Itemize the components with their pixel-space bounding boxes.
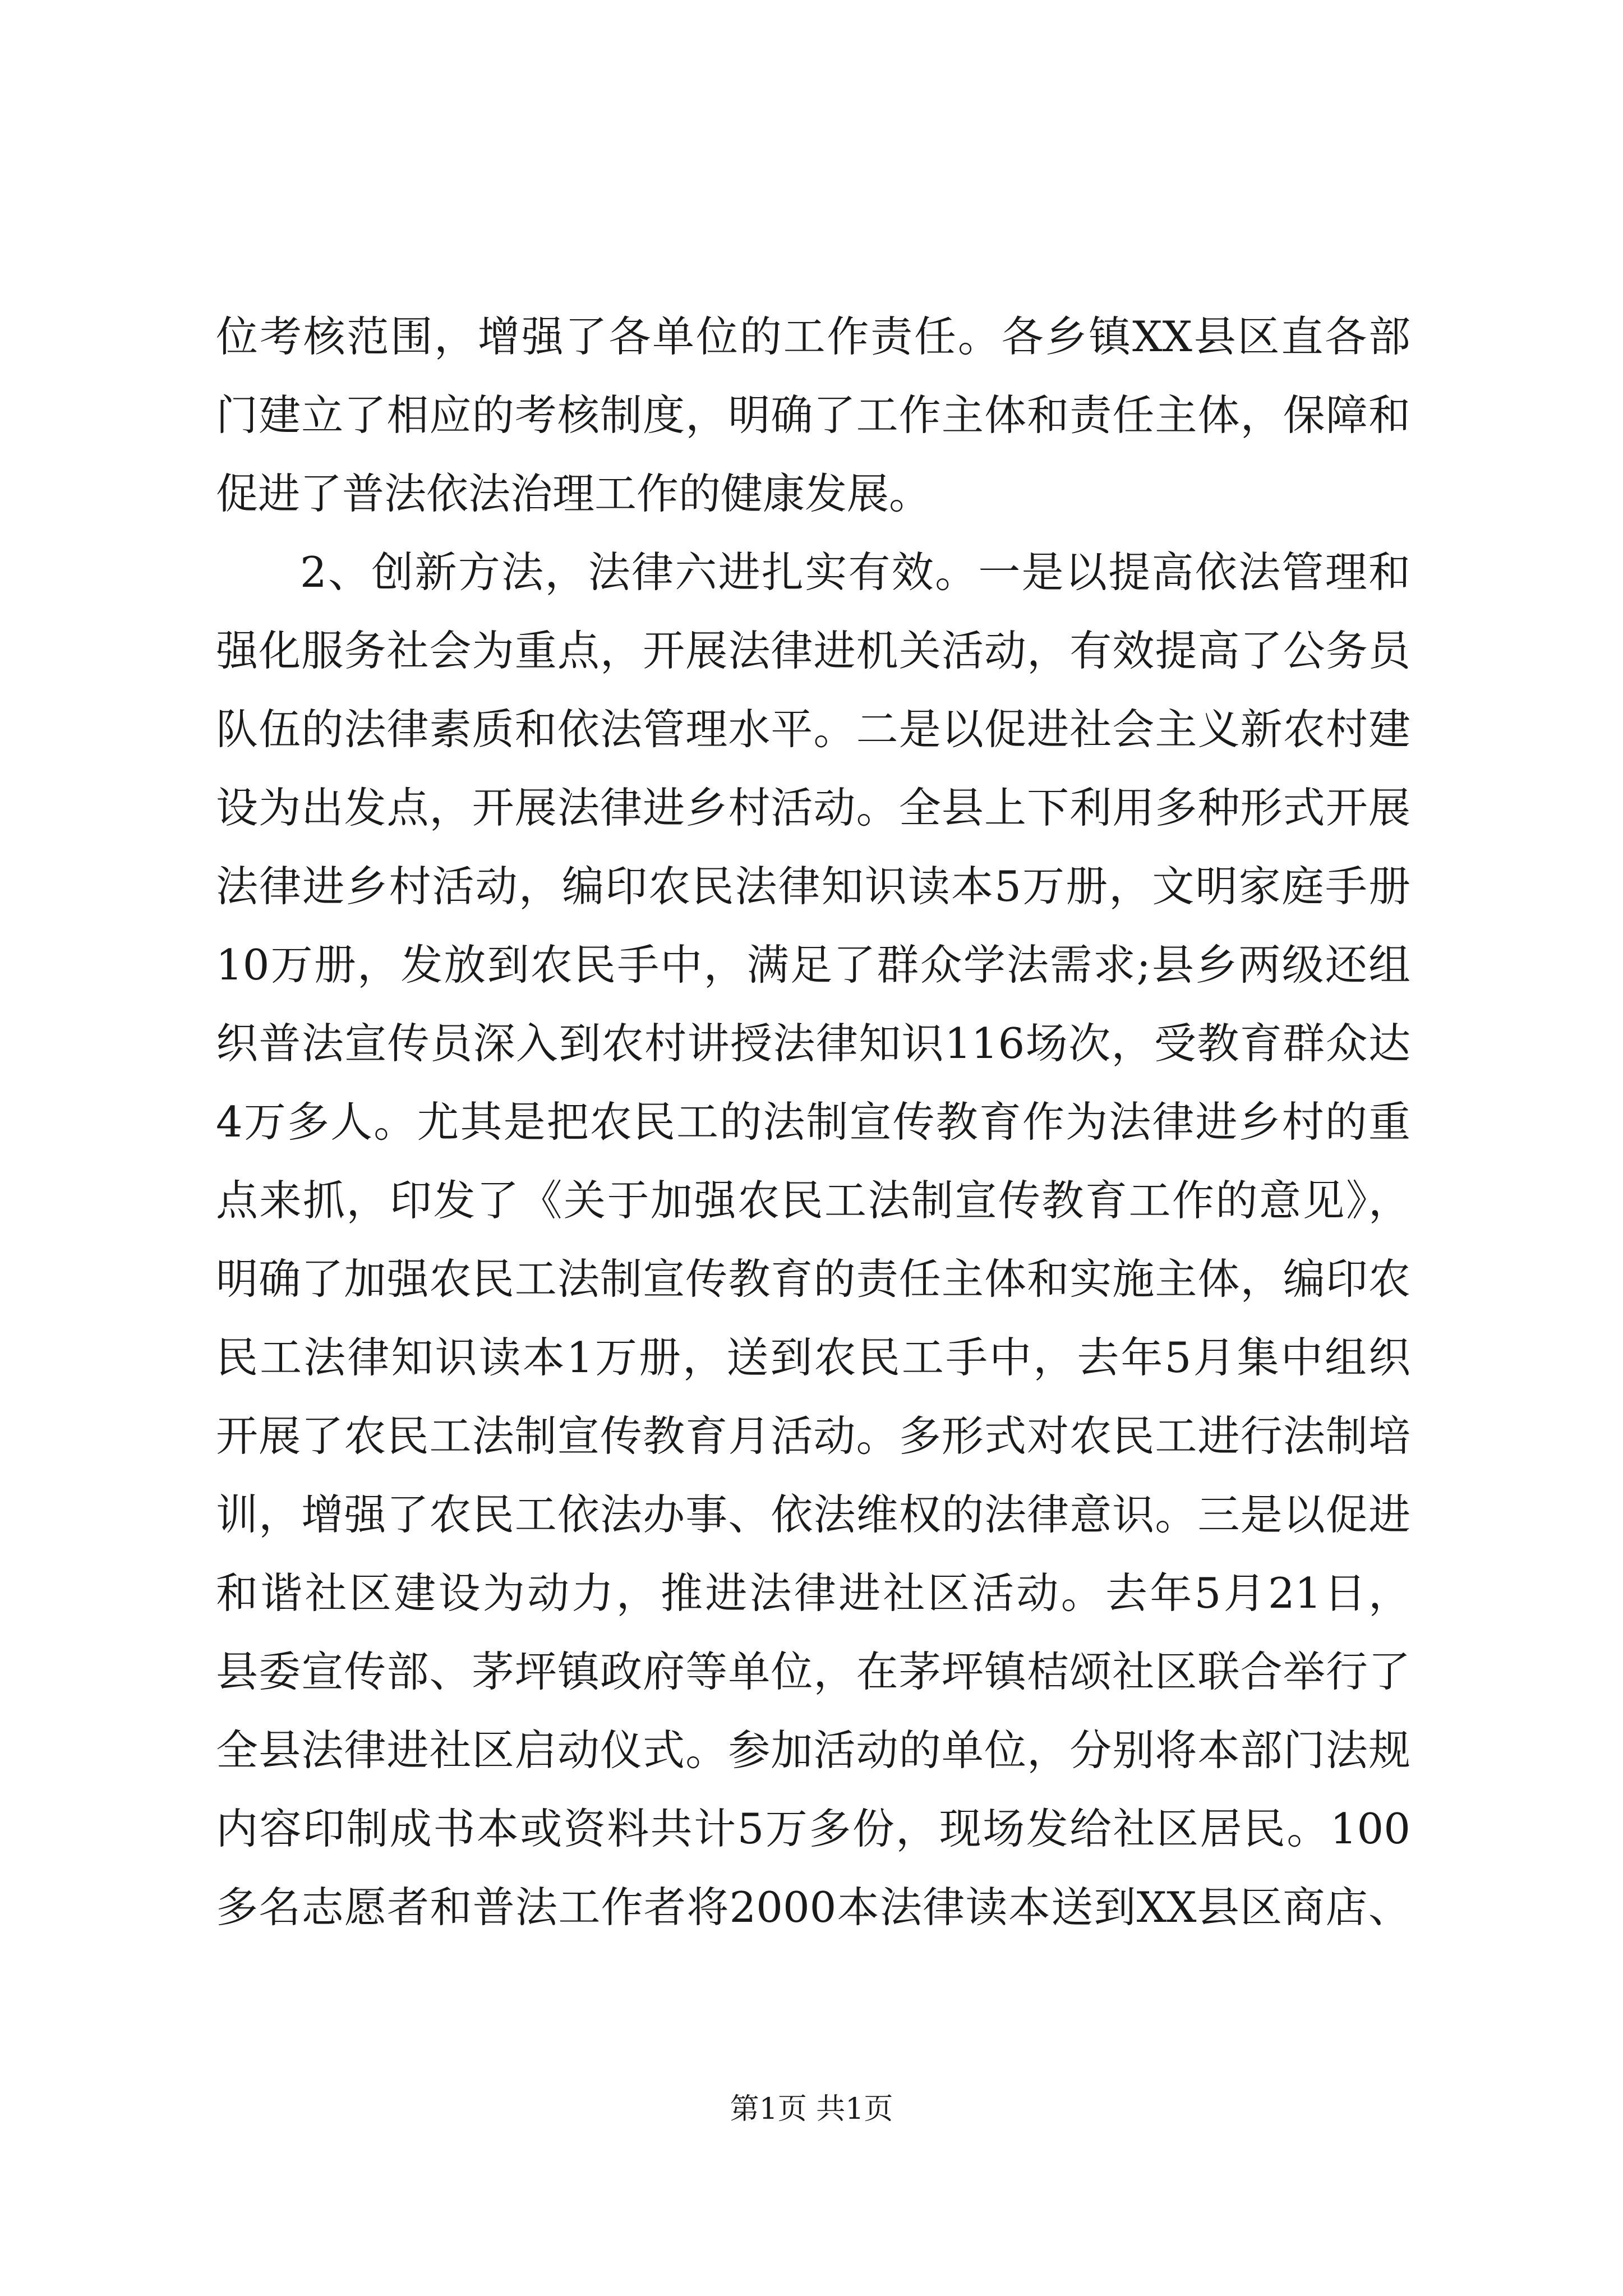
text-line: 全县法律进社区启动仪式。参加活动的单位，分别将本部门法规 <box>216 1726 1410 1775</box>
text-line: 民工法律知识读本1万册，送到农民工手中，去年5月集中组织 <box>216 1333 1410 1382</box>
text-line: 强化服务社会为重点，开展法律进机关活动，有效提高了公务员 <box>216 626 1410 675</box>
text-line: 织普法宣传员深入到农村讲授法律知识116场次，受教育群众达 <box>216 1019 1410 1068</box>
text-line: 和谐社区建设为动力，推进法律进社区活动。去年5月21日， <box>216 1568 1410 1618</box>
text-line: 位考核范围，增强了各单位的工作责任。各乡镇XX县区直各部 <box>216 312 1410 361</box>
text-line: 点来抓，印发了《关于加强农民工法制宣传教育工作的意见》， <box>216 1176 1410 1225</box>
text-line: 内容印制成书本或资料共计5万多份，现场发给社区居民。100 <box>216 1804 1410 1853</box>
text-line: 10万册，发放到农民手中，满足了群众学法需求;县乡两级还组 <box>216 940 1410 990</box>
text-line: 训，增强了农民工依法办事、依法维权的法律意识。三是以促进 <box>216 1490 1410 1539</box>
text-line: 设为出发点，开展法律进乡村活动。全县上下利用多种形式开展 <box>216 783 1410 832</box>
text-line: 开展了农民工法制宣传教育月活动。多形式对农民工进行法制培 <box>216 1411 1410 1461</box>
text-line: 法律进乡村活动，编印农民法律知识读本5万册，文明家庭手册 <box>216 862 1410 911</box>
text-line: 县委宣传部、茅坪镇政府等单位，在茅坪镇桔颂社区联合举行了 <box>216 1647 1410 1696</box>
text-line: 促进了普法依法治理工作的健康发展。 <box>216 469 932 518</box>
text-line: 多名志愿者和普法工作者将2000本法律读本送到XX县区商店、 <box>216 1883 1410 1932</box>
text-line: 队伍的法律素质和依法管理水平。二是以促进社会主义新农村建 <box>216 705 1410 754</box>
text-line: 4万多人。尤其是把农民工的法制宣传教育作为法律进乡村的重 <box>216 1097 1410 1147</box>
page-footer: 第1页 共1页 <box>730 2092 893 2126</box>
text-line: 明确了加强农民工法制宣传教育的责任主体和实施主体，编印农 <box>216 1254 1410 1304</box>
text-line: 门建立了相应的考核制度，明确了工作主体和责任主体，保障和 <box>216 390 1410 440</box>
paragraph-first-line: 2、创新方法，法律六进扎实有效。一是以提高依法管理和 <box>300 547 1410 597</box>
